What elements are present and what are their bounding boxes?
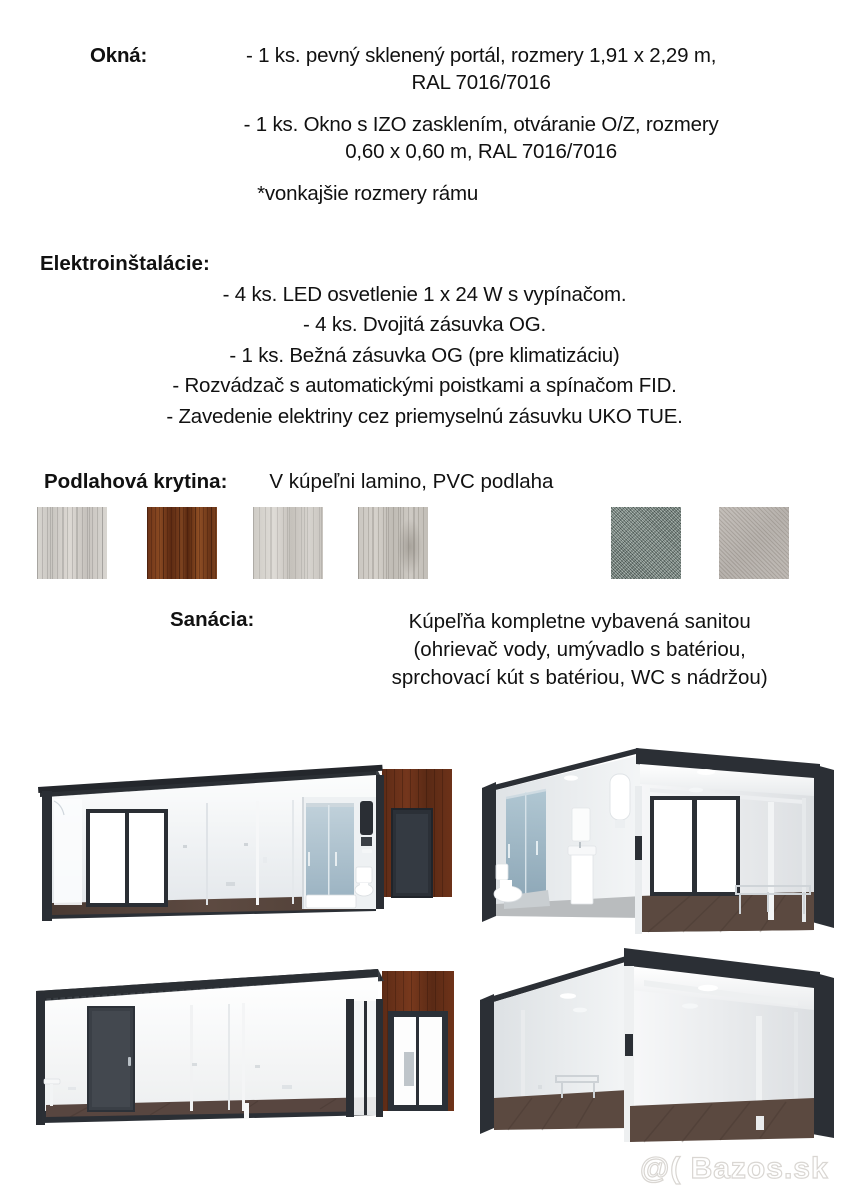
electro-label: Elektroinštalácie: [40, 252, 210, 275]
swatch-laminate-gray-beige-wood[interactable] [358, 507, 428, 579]
swatch-laminate-light-gray-wood[interactable] [37, 507, 107, 579]
sanitation-line-2: (ohrievač vody, umývadlo s batériou, [413, 637, 746, 661]
electro-line-3: - 1 ks. Bežná zásuvka OG (pre klimatizáciu) [229, 343, 620, 367]
render-image-side-cutaway-door-window [30, 957, 460, 1142]
electro-line-5: - Zavedenie elektriny cez priemyselnú zásuvku UKO TUE. [166, 404, 683, 428]
windows-group-portal [161, 42, 801, 97]
flooring-head [0, 470, 849, 494]
flooring-label: Podlahová krytina: [44, 470, 228, 493]
sanitation-row [0, 608, 849, 692]
electro-line-4: - Rozvádzač s automatickými poistkami a spínačom FID. [172, 374, 677, 398]
flooring-spec-section [0, 470, 849, 494]
electro-line-2: - 4 ks. Dvojitá zásuvka OG. [303, 313, 546, 337]
windows-line-1: - 1 ks. pevný sklenený portál, rozmery 1,91 x 2,29 m, [245, 44, 717, 67]
flooring-swatch-row [0, 507, 849, 585]
watermark-bazos: @( Bazos.sk [640, 1152, 829, 1185]
windows-line-2: RAL 7016/7016 [411, 71, 551, 95]
windows-line-3: - 1 ks. Okno s IZO zasklením, otváranie O/Z, rozmery [243, 112, 719, 136]
swatch-laminate-dark-brown-wood[interactable] [147, 507, 217, 579]
render-image-interior-bathroom-living [468, 746, 846, 951]
windows-line-4: 0,60 x 0,60 m, RAL 7016/7016 [345, 140, 617, 164]
swatch-laminate-pale-gray-wood[interactable] [253, 507, 323, 579]
windows-spec-section [0, 42, 849, 207]
electro-lines [0, 281, 849, 430]
electro-line-1: - 4 ks. LED osvetlenie 1 x 24 W s vypínačom. [222, 283, 627, 306]
swatch-pvc-light-warm-gray[interactable] [719, 507, 789, 579]
flooring-value: V kúpeľni lamino, PVC podlaha [269, 470, 554, 493]
windows-note: *vonkajšie rozmery rámu [257, 181, 479, 205]
sanitation-line-1: Kúpeľňa kompletne vybavená sanitou [408, 610, 751, 633]
swatch-pvc-dark-green-gray[interactable] [611, 507, 681, 579]
sanitation-spec-section [0, 608, 849, 692]
electro-spec-section [0, 252, 849, 433]
render-image-interior-empty-rooms [468, 938, 846, 1153]
windows-body [161, 42, 801, 207]
windows-label: Okná: [90, 44, 148, 67]
windows-row [0, 42, 849, 207]
sanitation-label: Sanácia: [170, 608, 255, 631]
sanitation-lines [310, 608, 849, 692]
windows-group-izo [161, 111, 801, 166]
render-image-side-cutaway-portal [30, 757, 455, 947]
sanitation-line-3: sprchovací kút s batériou, WC s nádržou) [391, 665, 768, 689]
